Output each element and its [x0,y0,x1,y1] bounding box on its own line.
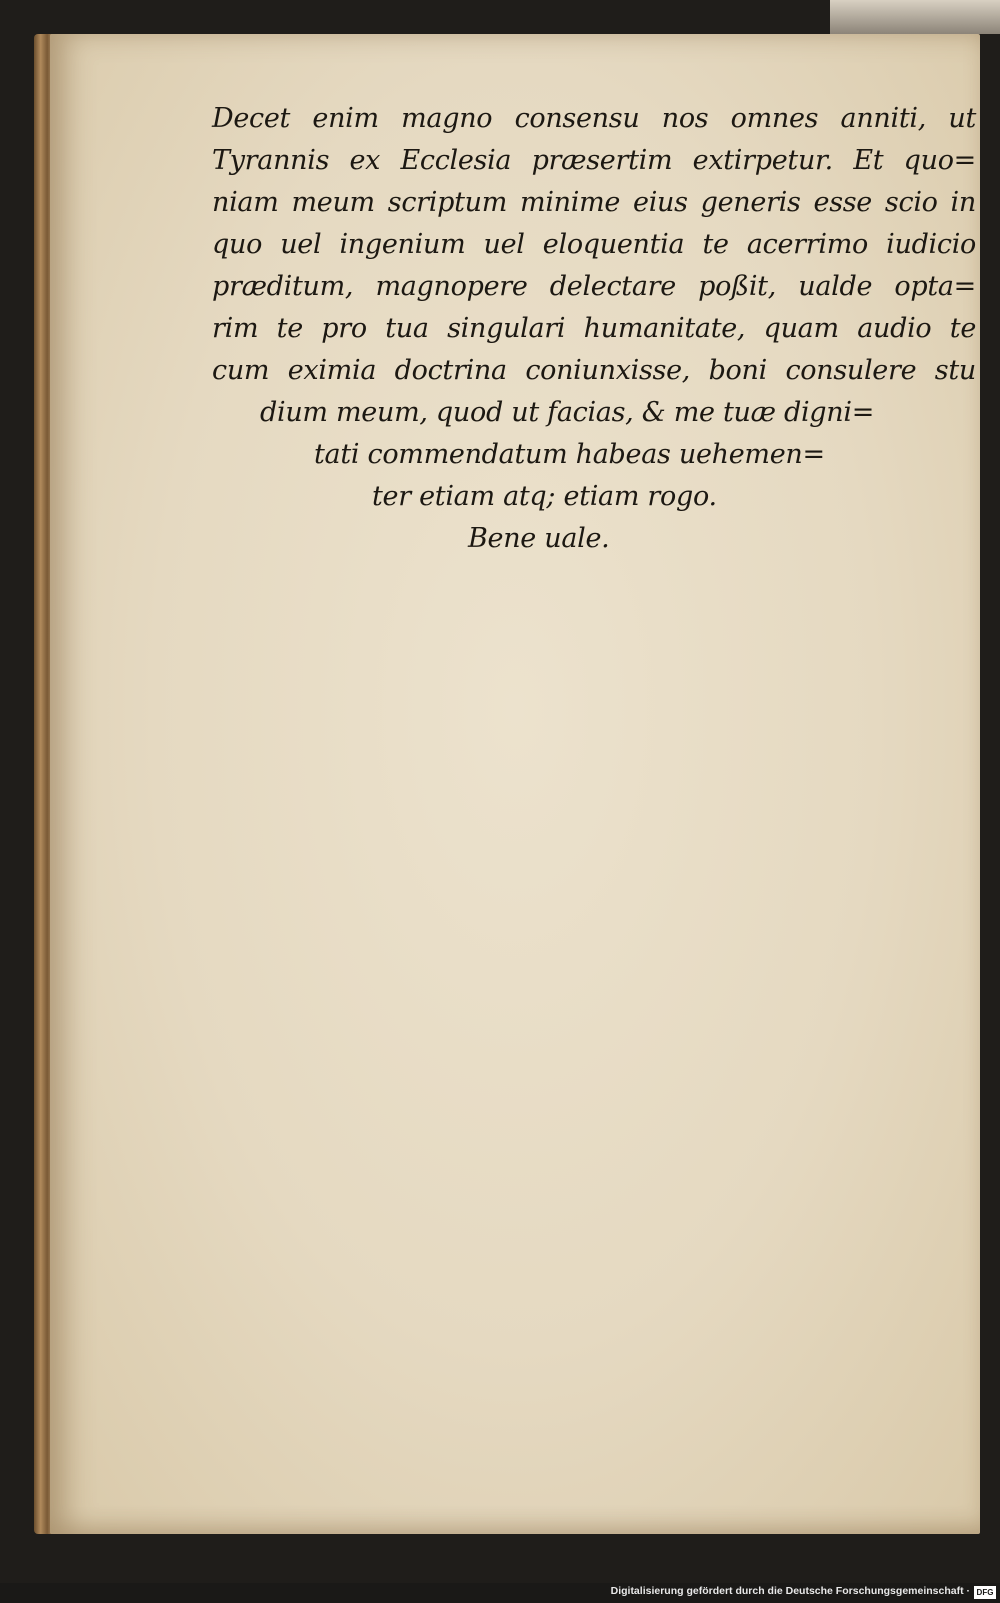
digitization-footer [0,1583,1000,1603]
closing-salutation: Bene uale. [468,523,610,554]
dfg-logo: DFG [974,1586,996,1599]
body-text [212,98,976,560]
text-line-10: ter etiam atq; etiam rogo. [372,481,717,512]
text-line-2: Tyrannis ex Ecclesia præsertim extirpetur. Et quo= [212,145,976,176]
funding-credit: Digitalisierung gefördert durch die Deutsche Forschungsgemeinschaft · [610,1585,970,1597]
text-line-7: cum eximia doctrina coniunxisse, boni consulere stu [212,355,976,386]
text-line-9: tati commendatum habeas uehemen= [314,439,825,470]
text-line-5: præditum, magnopere delectare poßit, ualde opta= [212,271,976,302]
book-cover-top [830,0,1000,34]
text-line-1: Decet enim magno consensu nos omnes anniti, ut [212,103,976,134]
text-line-6: rim te pro tua singulari humanitate, quam audio te [212,313,976,344]
text-line-4: quo uel ingenium uel eloquentia te acerrimo iudicio [212,229,976,260]
book-page [50,34,980,1534]
text-line-8: dium meum, quod ut facias, & me tuæ digni= [260,397,875,428]
text-line-3: niam meum scriptum minime eius generis esse scio in [212,187,976,218]
